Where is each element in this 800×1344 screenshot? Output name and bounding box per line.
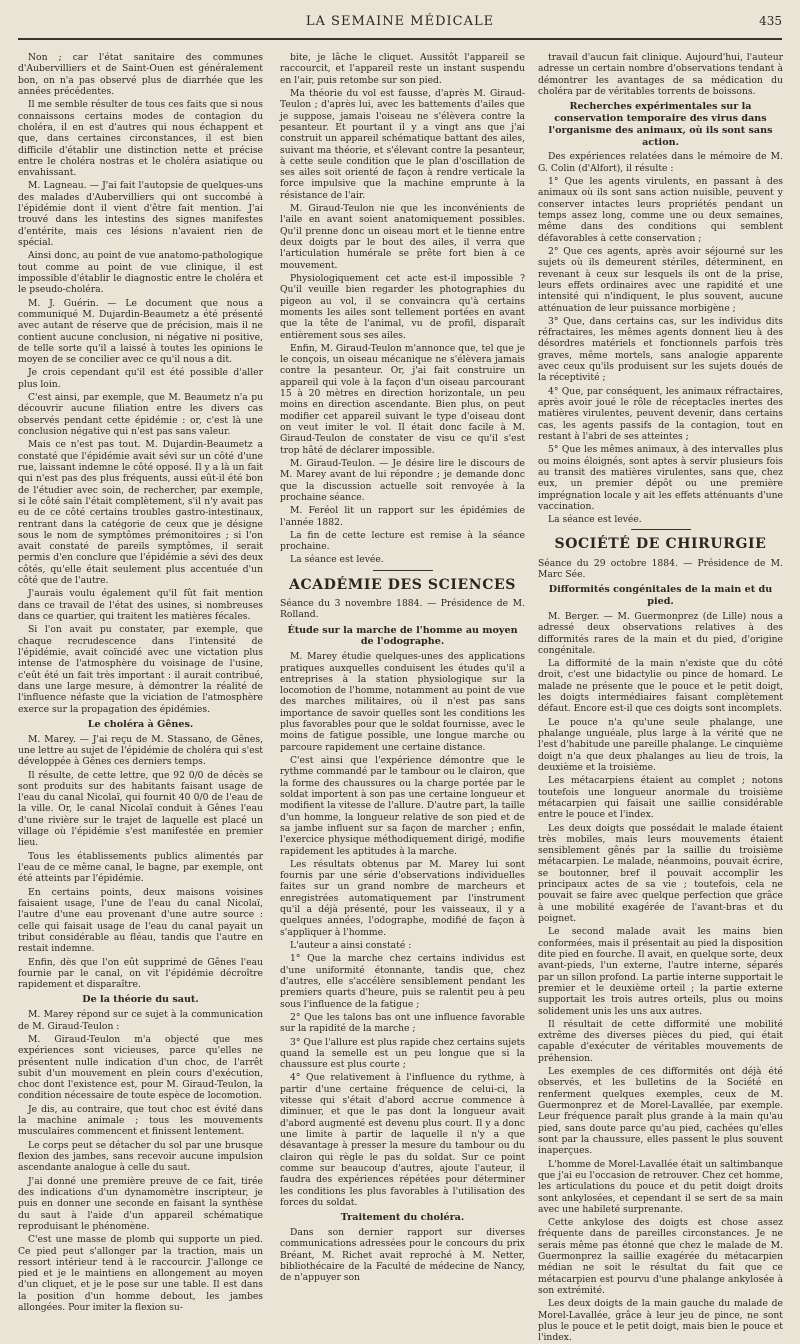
- paragraph: Mais ce n'est pas tout. M. Dujardin-Beaumetz a constaté que l'épidémie avait sévi sur un côté d'une rue, laissant indemne le côté opposé. Il y a là un fait qui n'est pas des plus fréquents, aussi eût-il été bon de l'étudier avec soin, de rechercher, par exemple, si le côté sain l'était complètement, s'il n'y avait pas eu de ce côté certains troubles gastro-intestinaux, rentrant dans la catégorie de ceux que je désigne sous le nom de symptômes prémonitoires ; si l'on avait constaté de pareils symptômes, il serait permis d'en conclure que l'épidémie a sévi des deux côtés, qu'elle était seulement plus accentuée d'un côté que de l'autre.: [18, 439, 263, 587]
- paragraph: 1° Que la marche chez certains individus est d'une uniformité étonnante, tandis que, chez d'autres, elle s'accélère sensiblement pendant les premiers quarts d'heure, puis se ralentit peu à peu sous l'influence de la fatigue ;: [280, 953, 525, 1010]
- paragraph: Je dis, au contraire, que tout choc est évité dans la machine animale ; tous les mouvements musculaires commencent et finissent lentement.: [18, 1103, 263, 1138]
- meeting-line: Séance du 29 octobre 1884. — Présidence de M. Marc Sée.: [538, 557, 783, 580]
- paragraph: travail d'aucun fait clinique. Aujourd'hui, l'auteur adresse un certain nombre d'observations tendant à démontrer les avantages de sa médication du choléra par de véritables torrents de boissons.: [538, 52, 783, 97]
- paragraph: 4° Que relativement à l'influence du rythme, à partir d'une certaine fréquence de celui-ci, la vitesse qui s'était d'abord accrue commence à diminuer, et que le pas dont la longueur avait d'abord augmenté est devenu plus court. Il y a donc une limite à partir de laquelle il n'y a que désavantage à presser la mesure du tambour ou du clairon qui règle le pas du soldat. Sur ce point comme sur beaucoup d'autres, ajoute l'auteur, il faudra des expériences répétées pour déterminer les conditions les plus favorables à l'utilisation des forces du soldat.: [280, 1072, 525, 1208]
- page-number: 435: [759, 14, 782, 28]
- subsection-title: Difformités congénitales de la main et du pied.: [548, 584, 773, 608]
- paragraph: Le corps peut se détacher du sol par une brusque flexion des jambes, sans recevoir aucune impulsion ascendante analogue à celle du saut.: [18, 1139, 263, 1174]
- paragraph: 2° Que les talons bas ont une influence favorable sur la rapidité de la marche ;: [280, 1011, 525, 1035]
- paragraph: M. Giraud-Teulon m'a objecté que mes expériences sont vicieuses, parce qu'elles ne présentent nulle indication d'un choc, de l'arrêt subit d'un mouvement en plein cours d'exécution, choc dont l'existence est, pour M. Giraud-Teulon, la condition nécessaire de toute espèce de locomotion.: [18, 1033, 263, 1102]
- paragraph: En certains points, deux maisons voisines faisaient usage, l'une de l'eau du canal Nicolaï, l'autre d'une eau provenant d'une autre source : celle qui faisait usage de l'eau du canal payait un tribut considérable au fléau, tandis que l'autre en restait indemne.: [18, 886, 263, 955]
- paragraph: C'est ainsi que l'expérience démontre que le rythme commandé par le tambour ou le clairon, que la forme des chaussures ou la charge portée par le soldat importent à son pas une certaine longueur et modifient la vitesse de l'allure. D'autre part, la taille d'un homme, la longueur relative de son pied et de sa jambe influent sur sa façon de marcher ; enfin, l'exercice physique méthodiquement dirigé, modifie rapidement les aptitudes à la marche.: [280, 755, 525, 857]
- paragraph: M. Berger. — M. Guermonprez (de Lille) nous a adressé deux observations relatives à des difformités rares de la main et du pied, d'origine congénitale.: [538, 610, 783, 656]
- meeting-line: Séance du 3 novembre 1884. — Présidence de M. Rolland.: [280, 597, 525, 621]
- paragraph: La séance est levée.: [548, 514, 642, 526]
- paragraph: M. Lagneau. — J'ai fait l'autopsie de quelques-uns des malades d'Aubervilliers qui ont succombé à l'épidémie dont il vient d'être fait mention. J'ai trouvé dans les intestins des signes manifestes d'entérite, mais ces lésions n'avaient rien de spécial.: [18, 180, 263, 248]
- paragraph: 4° Que, par conséquent, les animaux réfractaires, après avoir joué le rôle de réceptacles inertes des matières virulentes, peuvent devenir, dans certains cas, les agents passifs de la contagion, tout en restant à l'abri de ses atteintes ;: [538, 385, 783, 442]
- paragraph: Il résultait de cette difformité une mobilité extrême des diverses pièces du pied, qui était capable d'exécuter de véritables mouvements de préhension.: [538, 1018, 783, 1064]
- column-3: [538, 52, 784, 1344]
- paragraph: bite, je lâche le cliquet. Aussitôt l'appareil se raccourcit, et l'appareil reste un instant suspendu en l'air, puis retombe sur son pied.: [280, 52, 525, 86]
- paragraph: Les deux doigts que possédait le malade étaient très mobiles, mais leurs mouvements étaient sensiblement gênés par la saillie du troisième métacarpien. Le malade, néanmoins, pouvait écrire, se boutonner, bref il pouvait accomplir les principaux actes de sa vie ; toutefois, cela ne pouvait se faire avec quelque perfection que grâce à une mobilité exagérée de l'avant-bras et du poignet.: [538, 822, 783, 924]
- section-divider: [373, 570, 433, 571]
- paragraph: Des expériences relatées dans le mémoire de M. G. Colin (d'Alfort), il résulte :: [538, 151, 783, 174]
- paragraph: Le second malade avait les mains bien conformées, mais il présentait au pied la disposition dite pied en fourche. Il avait, en quelque sorte, deux avant-pieds, l'un externe, l'autre interne, séparés par un sillon profond. La partie interne supportait le premier et le deuxième orteil ; la partie externe supportait les trois autres orteils, plus ou moins solidement unis les uns aux autres.: [538, 926, 784, 1017]
- paragraph: Ma théorie du vol est fausse, d'après M. Giraud-Teulon ; d'après lui, avec les battements d'ailes que je suppose, jamais l'oiseau ne s'élèvera contre la pesanteur. Et pourtant il y a vingt ans que j'ai construit un appareil schématique battant des ailes, suivant ma théorie, et s'élevant contre la pesanteur, à cette seule condition que le plan d'oscillation de ses ailes soit orienté de façon à rendre verticale la force impulsive que la machine emprunte à la résistance de l'air.: [280, 87, 525, 201]
- paragraph: La séance est levée.: [290, 554, 384, 566]
- paragraph: L'homme de Morel-Lavallée était un saltimbanque que j'ai eu l'occasion de retrouver. Chez cet homme, les articulations du pouce et du petit doigt droits sont ankylosées, et cependant il se sert de sa main avec une habileté surprenante.: [538, 1158, 783, 1215]
- paragraph: Il me semble résulter de tous ces faits que si nous connaissons certains modes de contagion du choléra, il en est d'autres qui nous échappent et que, dans certaines circonstances, il est bien difficile d'établir une distinction nette et précise entre le choléra nostras et le choléra asiatique ou envahissant.: [18, 99, 263, 179]
- paragraph: C'est une masse de plomb qui supporte un pied. Ce pied peut s'allonger par la traction, mais un ressort intérieur tend à le raccourcir. J'allonge ce pied et je le maintiens en allongement au moyen d'un cliquet, et je le pose sur une table. Il est dans la position d'un homme debout, les jambes allongées. Pour imiter la flexion su-: [18, 1234, 263, 1314]
- paragraph: Si l'on avait pu constater, par exemple, que chaque recrudescence dans l'intensité de l'épidémie, avait coïncidé avec une victation plus intense de l'atmosphère du voisinage de l'usine, c'eût été un fait très important : il aurait contribué, dans une large mesure, à démontrer la réalité de l'influence néfaste que la viciation de l'atmosphère exerce sur la propagation des épidémies.: [18, 624, 263, 715]
- section-heading: SOCIÉTÉ DE CHIRURGIE: [554, 536, 767, 553]
- paragraph: M. Giraud-Teulon nie que les inconvénients de l'aile en avant soient anatomiquement possibles. Qu'il prenne donc un oiseau mort et le tienne entre deux doigts par le bout des ailes, il verra que l'articulation humérale se prête fort bien à ce mouvement.: [280, 203, 525, 271]
- section-divider: [631, 529, 691, 530]
- paragraph: Ainsi donc, au point de vue anatomo-pathologique tout comme au point de vue clinique, il est impossible d'établir le diagnostic entre le choléra et le pseudo-choléra.: [18, 250, 263, 296]
- column-1: [18, 52, 263, 1314]
- page-header: [18, 8, 782, 40]
- subsection-title: Recherches expérimentales sur la conservation temporaire des virus dans l'organisme des animaux, où ils sont sans action.: [548, 101, 773, 148]
- paragraph: Je crois cependant qu'il est été possible d'aller plus loin.: [18, 367, 263, 390]
- paragraph: La difformité de la main n'existe que du côté droit, c'est une bidactylie ou pince de homard. Le malade ne présente que le pouce et le petit doigt, les doigts intermédiaires faisant complètement défaut. Encore est-il que ces doigts sont incomplets.: [538, 658, 783, 715]
- paragraph: 1° Que les agents virulents, en passant à des animaux où ils sont sans action nuisible, peuvent y conserver intactes leurs propriétés pendant un temps assez long, comme une ou deux semaines, même dans des conditions qui semblent défavorables à cette conservation ;: [538, 176, 783, 244]
- paragraph: M. Feréol lit un rapport sur les épidémies de l'année 1882.: [280, 505, 525, 528]
- paragraph: J'aurais voulu également qu'il fût fait mention dans ce travail de l'état des usines, si nombreuses dans ce quartier, qui traitent les matières fécales.: [18, 588, 263, 622]
- subsection-title: De la théorie du saut.: [82, 994, 199, 1006]
- paragraph: Tous les établissements publics alimentés par l'eau de ce même canal, le bagne, par exemple, ont été atteints par l'épidémie.: [18, 850, 263, 885]
- paragraph: M. Marey étudie quelques-unes des applications pratiques auxquelles conduisent les études qu'il a entreprises à la station physiologique sur la locomotion de l'homme, notamment au point de vue des marches militaires, où il n'est pas sans importance de savoir quelles sont les conditions les plus favorables pour que le soldat fournisse, avec le moins de fatigue possible, une longue marche ou parcoure rapidement une certaine distance.: [280, 651, 525, 753]
- paragraph: C'est ainsi, par exemple, que M. Beaumetz n'a pu découvrir aucune filiation entre les divers cas observés pendant cette épidémie : or, c'est là une conclusion négative qui n'est pas sans valeur.: [18, 392, 263, 437]
- paragraph: 2° Que ces agents, après avoir séjourné sur les sujets où ils demeurent stériles, déterminent, en revenant à ceux sur lesquels ils ont de la prise, leurs effets ordinaires avec une rapidité et une intensité qui n'indiquent, le plus souvent, aucune atténuation de leur puissance morbigène ;: [538, 245, 783, 314]
- subsection-title: Traitement du choléra.: [340, 1212, 465, 1224]
- paragraph: L'auteur a ainsi constaté :: [290, 940, 412, 951]
- paragraph: Les deux doigts de la main gauche du malade de Morel-Lavallée, grâce à leur jeu de pince, ne sont plus le pouce et le petit doigt, mais bien le pouce et l'index.: [538, 1298, 783, 1344]
- paragraph: M. Giraud-Teulon. — Je désire lire le discours de M. Marey avant de lui répondre ; je demande donc que la discussion actuelle soit renvoyée à la prochaine séance.: [280, 457, 525, 503]
- paragraph: Les exemples de ces difformités ont déjà été observés, et les bulletins de la Société en renferment quelques exemples, ceux de M. Guermonprez et de Morel-Lavallée, par exemple. Leur fréquence paraît plus grande à la main qu'au pied, sans doute parce qu'au pied, cachées qu'elles sont par la chaussure, elles passent le plus souvent inaperçues.: [538, 1066, 783, 1157]
- paragraph: 5° Que les mêmes animaux, à des intervalles plus ou moins éloignés, sont aptes à servir plusieurs fois au transit des matières virulentes, sans que, chez eux, un premier dépôt ou une première imprégnation locale y ait les effets atténuants d'une vaccination.: [538, 444, 783, 512]
- running-title: LA SEMAINE MÉDICALE: [305, 14, 495, 29]
- paragraph: M. Marey. — J'ai reçu de M. Stassano, de Gênes, une lettre au sujet de l'épidémie de choléra qui s'est développée à Gênes ces derniers temps.: [18, 733, 263, 768]
- subsection-title: Étude sur la marche de l'homme au moyen de l'odographe.: [287, 624, 518, 648]
- paragraph: Enfin, M. Giraud-Teulon m'annonce que, tel que je le conçois, un oiseau mécanique ne s'élèvera jamais contre la pesanteur. Or, j'ai fait construire un appareil qui vole à la façon d'un oiseau parcourant 15 à 20 mètres en direction horizontale, un peu moins en direction ascendante. Bien plus, on peut modifier cet appareil suivant le type d'oiseau dont on veut imiter le vol. Il était donc facile à M. Giraud-Teulon de constater de visu ce qu'il s'est trop hâté de déclarer impossible.: [280, 342, 525, 456]
- subsection-title: Le choléra à Gênes.: [87, 718, 194, 730]
- paragraph: Le pouce n'a qu'une seule phalange, une phalange unguéale, plus large à la vérité que ne l'est d'habitude une pareille phalange. Le cinquième doigt n'a que deux phalanges au lieu de trois, la deuxième et la troisième.: [538, 716, 783, 773]
- paragraph: Physiologiquement cet acte est-il impossible ? Qu'il veuille bien regarder les photographies du pigeon au vol, il se convaincra qu'à certains moments les ailes sont tellement portées en avant que la tête de l'animal, vu de profil, disparaît entièrement sous ses ailes.: [280, 272, 525, 341]
- paragraph: M. Marey répond sur ce sujet à la communication de M. Giraud-Teulon :: [18, 1009, 263, 1032]
- paragraph: La fin de cette lecture est remise à la séance prochaine.: [280, 529, 525, 553]
- paragraph: Cette ankylose des doigts est chose assez fréquente dans de pareilles circonstances. Je ne serais même pas étonné que chez le malade de M. Guermonprez la saillie exagérée du métacarpien médian ne soit le résultat du fait que ce métacarpien est pourvu d'une phalange ankylosée à son extrémité.: [538, 1217, 783, 1296]
- paragraph: Dans son dernier rapport sur diverses communications adressées pour le concours du prix Bréant, M. Richet avait reproché à M. Netter, bibliothécaire de la Faculté de médecine de Nancy, de n'appuyer son: [280, 1226, 525, 1284]
- paragraph: M. J. Guérin. — Le document que nous a communiqué M. Dujardin-Beaumetz a été présenté avec autant de réserve que de précision, mais il ne contient aucune conclusion, ni négative ni positive, de telle sorte qu'il a laissé à toutes les opinions le moyen de se concilier avec ce qu'il nous a dit.: [18, 297, 263, 366]
- paragraph: 3° Que l'allure est plus rapide chez certains sujets quand la semelle est un peu longue que si la chaussure est plus courte ;: [280, 1036, 525, 1071]
- paragraph: Les résultats obtenus par M. Marey lui sont fournis par une série d'observations individuelles faites sur un grand nombre de marcheurs et enregistrées automatiquement par l'instrument qu'il a déjà présenté, pour les vaisseaux, il y a quelques années, l'odographe, modifié de façon à s'appliquer à l'homme.: [280, 858, 525, 938]
- paragraph: 3° Que, dans certains cas, sur les individus dits réfractaires, les mêmes agents donnent lieu à des désordres matériels et fonctionnels parfois très graves, même mortels, sans analogie apparente avec ceux qu'ils produisent sur les sujets doués de la réceptivité ;: [538, 315, 783, 384]
- column-2: [280, 52, 525, 1284]
- paragraph: Les métacarpiens étaient au complet ; notons toutefois une longueur anormale du troisième métacarpien qui faisait une saillie considérable entre le pouce et l'index.: [538, 775, 783, 821]
- paragraph: J'ai donné une première preuve de ce fait, tirée des indications d'un dynamomètre inscripteur, je puis en donner une seconde en faisant la synthèse du saut à l'aide d'un appareil schématique reproduisant le phénomène.: [18, 1175, 263, 1232]
- paragraph: Non ; car l'état sanitaire des communes d'Aubervilliers et de Saint-Ouen est généralement bon, on n'a pas observé plus de diarrhée que les années précédentes.: [18, 52, 263, 97]
- paragraph: Enfin, dès que l'on eût supprimé de Gênes l'eau fournie par le canal, on vit l'épidémie décroître rapidement et disparaître.: [18, 956, 263, 991]
- paragraph: Il résulte, de cette lettre, que 92 0/0 de décès se sont produits sur des habitants faisant usage de l'eau du canal Nicolaï, qui fournit 40 0/0 de l'eau de la ville. Or, le canal Nicolaï conduit à Gênes l'eau d'une rivière sur le trajet de laquelle est placé un village où l'épidémie s'est manifestée en premier lieu.: [18, 769, 263, 849]
- section-heading: ACADÉMIE DES SCIENCES: [289, 576, 516, 593]
